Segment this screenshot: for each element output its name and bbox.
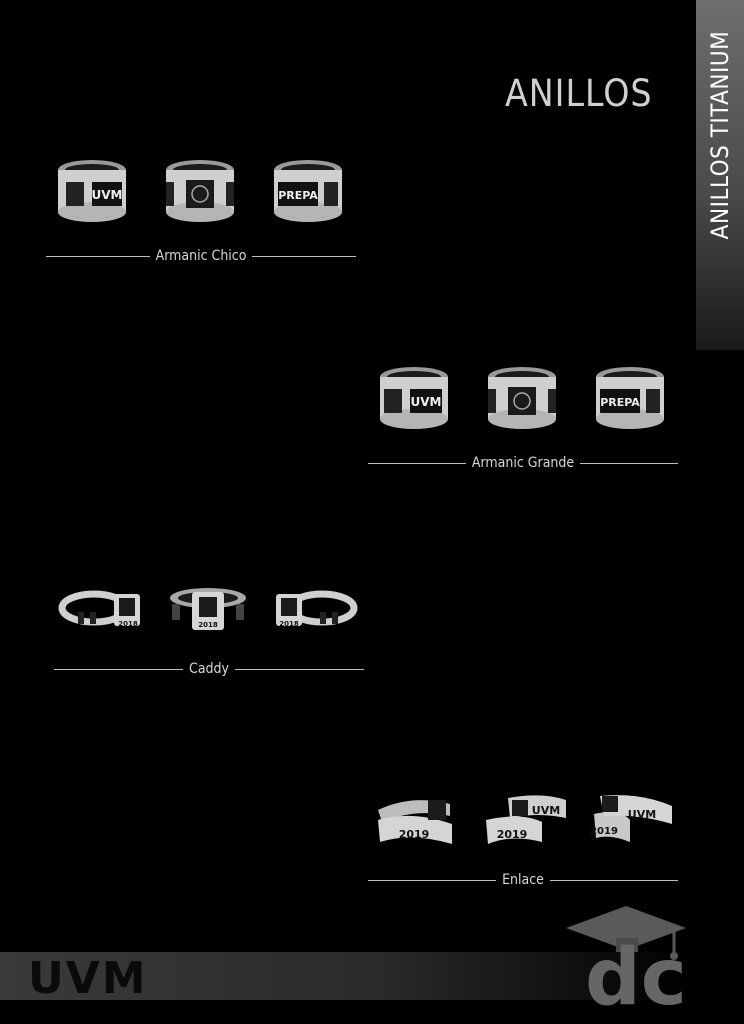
ring-row	[46, 158, 356, 238]
ring-row	[54, 582, 364, 662]
ring-engraving: UVM	[410, 395, 442, 409]
dc-logo-text: dc	[584, 933, 688, 1008]
ring-image	[376, 365, 452, 431]
side-tab-label: ANILLOS TITANIUM	[706, 30, 734, 240]
ring-image	[484, 365, 560, 431]
ring-image	[58, 582, 142, 642]
ring-engraving: 2018	[118, 620, 138, 628]
ring-image	[54, 158, 130, 224]
svg-text:2019: 2019	[590, 826, 618, 837]
product-caption	[46, 248, 356, 264]
product-caption	[54, 661, 364, 677]
ring-engraving: 2019	[398, 828, 430, 841]
dc-logo	[556, 898, 716, 1008]
ring-row	[368, 790, 678, 870]
svg-text:UVM: UVM	[531, 804, 561, 817]
ring-image	[274, 582, 358, 642]
ring-engraving: UVM	[91, 188, 123, 202]
ring-engraving: 2018	[279, 620, 299, 628]
product-group-armanic-chico	[46, 158, 356, 264]
page-title: ANILLOS	[505, 72, 653, 115]
product-group-caddy	[54, 582, 364, 677]
ring-engraving: PREPA	[278, 189, 318, 202]
ring-image	[372, 790, 460, 850]
product-caption	[368, 455, 678, 471]
caption-text: Caddy	[189, 661, 229, 677]
caption-text: Armanic Grande	[471, 455, 575, 471]
svg-text:2019: 2019	[496, 828, 528, 841]
ring-image	[592, 365, 668, 431]
ring-image	[162, 158, 238, 224]
ring-image	[590, 790, 678, 850]
ring-image	[166, 582, 250, 642]
ring-image	[482, 790, 570, 850]
product-group-enlace	[368, 790, 678, 888]
product-caption	[368, 872, 678, 888]
product-group-armanic-grande	[368, 365, 678, 471]
uvm-logo: UVM	[28, 953, 148, 1004]
caption-text: Enlace	[502, 872, 544, 888]
ring-row	[368, 365, 678, 445]
svg-text:UVM: UVM	[627, 808, 657, 821]
caption-text: Armanic Chico	[155, 248, 247, 264]
ring-engraving: 2018	[198, 621, 218, 629]
side-tab	[696, 0, 744, 350]
ring-engraving: PREPA	[600, 396, 640, 409]
ring-image	[270, 158, 346, 224]
